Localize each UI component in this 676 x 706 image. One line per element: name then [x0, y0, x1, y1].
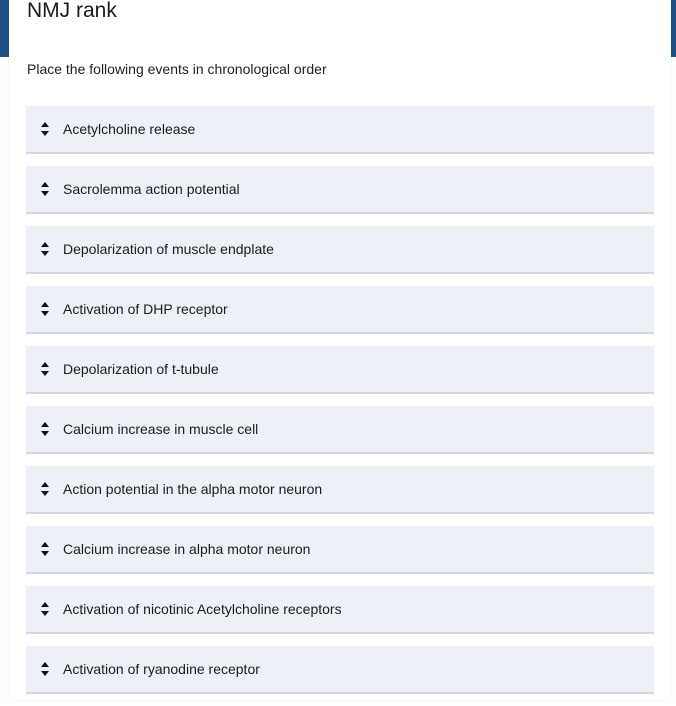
ranking-item[interactable]	[26, 646, 654, 694]
ranking-item-label: Sacrolemma action potential	[63, 181, 240, 197]
sort-arrows-icon[interactable]	[36, 241, 54, 257]
ranking-item[interactable]	[26, 346, 654, 394]
sort-arrows-icon[interactable]	[36, 421, 54, 437]
sort-arrows-icon[interactable]	[36, 301, 54, 317]
ranking-item[interactable]	[26, 166, 654, 214]
ranking-item-label: Calcium increase in muscle cell	[63, 421, 259, 437]
ranking-item-label: Depolarization of muscle endplate	[63, 241, 274, 257]
ranking-item[interactable]	[26, 226, 654, 274]
sort-arrows-icon[interactable]	[36, 121, 54, 137]
page-title: NMJ rank	[27, 0, 117, 22]
ranking-item[interactable]	[26, 526, 654, 574]
sort-arrows-icon[interactable]	[36, 541, 54, 557]
ranking-item-label: Depolarization of t-tubule	[63, 361, 219, 377]
ranking-item-label: Activation of nicotinic Acetylcholine receptors	[63, 601, 342, 617]
sort-arrows-icon[interactable]	[36, 181, 54, 197]
ranking-item[interactable]	[26, 406, 654, 454]
right-accent-bar	[671, 0, 676, 57]
sort-arrows-icon[interactable]	[36, 481, 54, 497]
question-card	[9, 0, 671, 700]
ranking-item[interactable]	[26, 106, 654, 154]
sort-arrows-icon[interactable]	[36, 661, 54, 677]
ranking-item-label: Activation of ryanodine receptor	[63, 661, 260, 677]
ranking-item-label: Activation of DHP receptor	[63, 301, 228, 317]
sort-arrows-icon[interactable]	[36, 601, 54, 617]
ranking-item-label: Acetylcholine release	[63, 121, 196, 137]
ranking-item[interactable]	[26, 586, 654, 634]
ranking-item[interactable]	[26, 466, 654, 514]
question-instruction: Place the following events in chronological order	[27, 61, 327, 77]
sort-arrows-icon[interactable]	[36, 361, 54, 377]
ranking-list	[26, 106, 654, 706]
ranking-item-label: Calcium increase in alpha motor neuron	[63, 541, 311, 557]
ranking-item-label: Action potential in the alpha motor neuron	[63, 481, 323, 497]
ranking-item[interactable]	[26, 286, 654, 334]
left-accent-bar	[0, 0, 9, 57]
